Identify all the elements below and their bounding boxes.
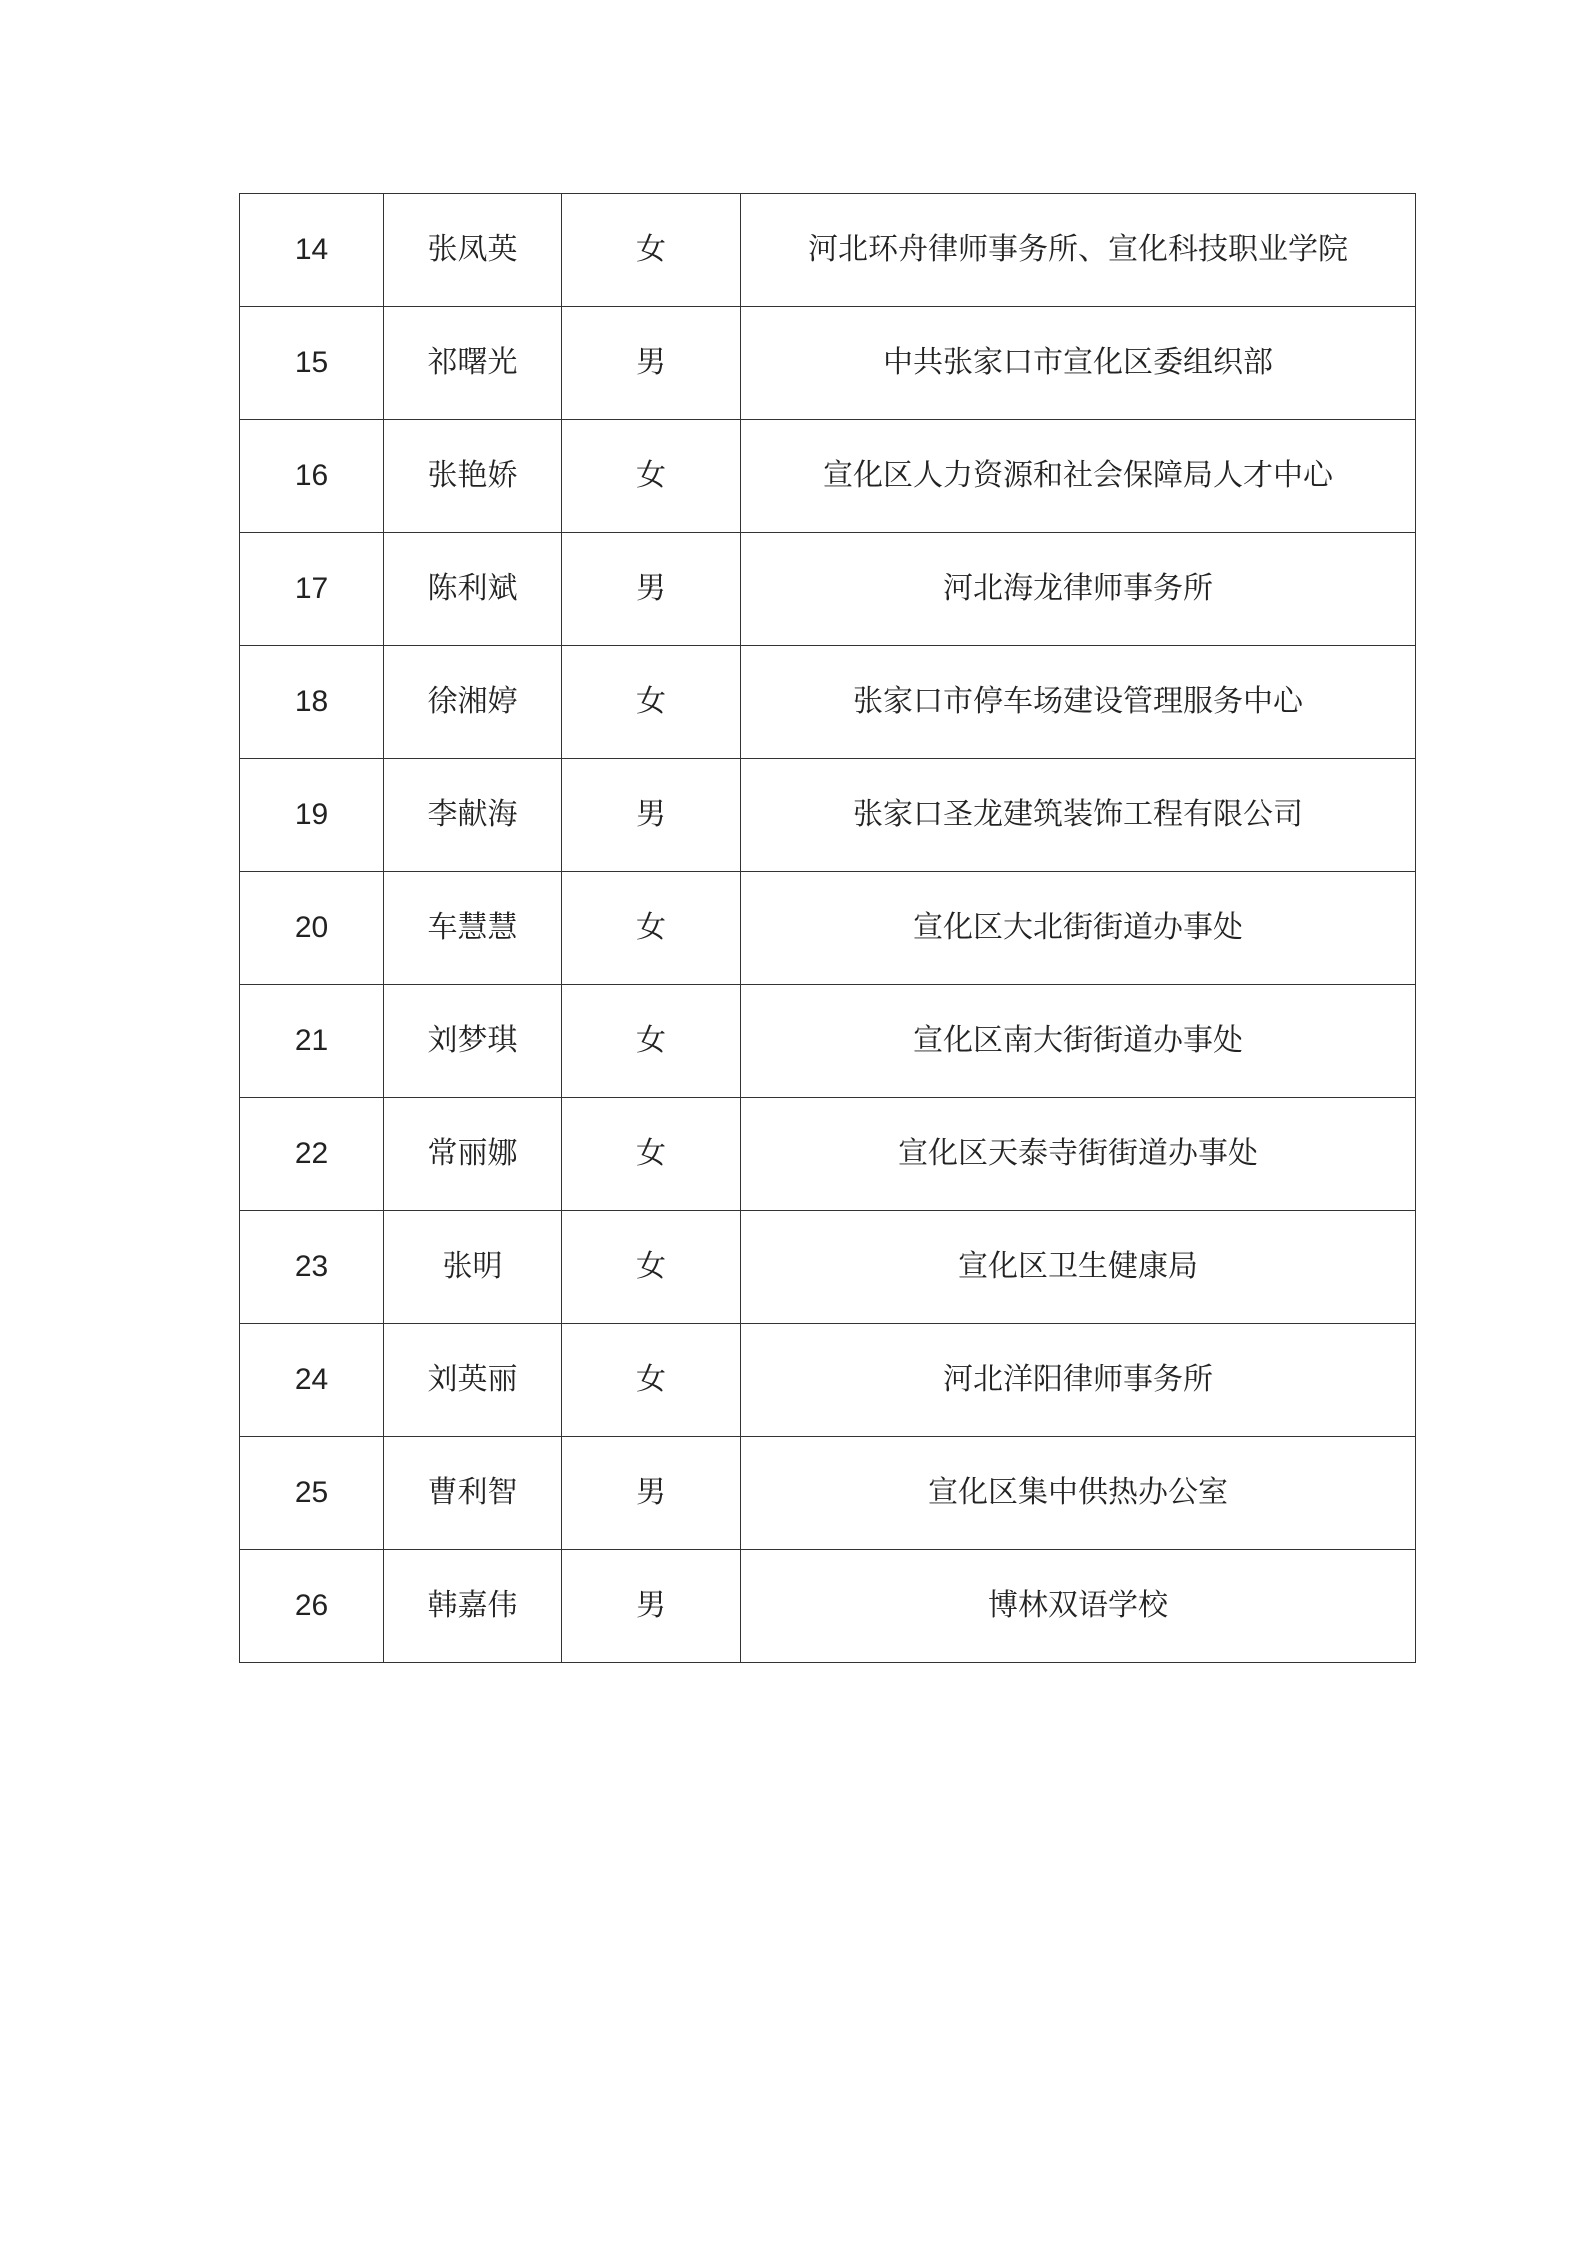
name-cell: 刘梦琪 <box>384 985 562 1098</box>
row-number-cell: 23 <box>240 1211 384 1324</box>
gender-cell: 女 <box>562 1211 741 1324</box>
table-row <box>240 533 1416 646</box>
gender-cell: 女 <box>562 420 741 533</box>
name-cell: 常丽娜 <box>384 1098 562 1211</box>
row-number-cell: 25 <box>240 1437 384 1550</box>
gender-cell: 女 <box>562 872 741 985</box>
table-row <box>240 1324 1416 1437</box>
name-cell: 张艳娇 <box>384 420 562 533</box>
organization-cell: 宣化区南大街街道办事处 <box>741 985 1416 1098</box>
table-row <box>240 307 1416 420</box>
table-row <box>240 1211 1416 1324</box>
row-number-cell: 14 <box>240 194 384 307</box>
name-cell: 陈利斌 <box>384 533 562 646</box>
row-number-cell: 16 <box>240 420 384 533</box>
table-row <box>240 646 1416 759</box>
name-cell: 李献海 <box>384 759 562 872</box>
organization-cell: 张家口市停车场建设管理服务中心 <box>741 646 1416 759</box>
name-cell: 徐湘婷 <box>384 646 562 759</box>
row-number-cell: 20 <box>240 872 384 985</box>
row-number-cell: 19 <box>240 759 384 872</box>
table-row <box>240 1098 1416 1211</box>
row-number-cell: 17 <box>240 533 384 646</box>
organization-cell: 宣化区大北街街道办事处 <box>741 872 1416 985</box>
row-number-cell: 22 <box>240 1098 384 1211</box>
organization-cell: 宣化区天泰寺街街道办事处 <box>741 1098 1416 1211</box>
name-cell: 曹利智 <box>384 1437 562 1550</box>
row-number-cell: 15 <box>240 307 384 420</box>
name-cell: 车慧慧 <box>384 872 562 985</box>
table-row <box>240 1437 1416 1550</box>
gender-cell: 女 <box>562 985 741 1098</box>
gender-cell: 女 <box>562 1098 741 1211</box>
table-row <box>240 1550 1416 1663</box>
row-number-cell: 21 <box>240 985 384 1098</box>
gender-cell: 男 <box>562 759 741 872</box>
name-cell: 张明 <box>384 1211 562 1324</box>
name-cell: 韩嘉伟 <box>384 1550 562 1663</box>
organization-cell: 张家口圣龙建筑装饰工程有限公司 <box>741 759 1416 872</box>
table-row <box>240 420 1416 533</box>
table-row <box>240 759 1416 872</box>
gender-cell: 男 <box>562 307 741 420</box>
organization-cell: 河北环舟律师事务所、宣化科技职业学院 <box>741 194 1416 307</box>
gender-cell: 男 <box>562 533 741 646</box>
name-cell: 刘英丽 <box>384 1324 562 1437</box>
organization-cell: 河北海龙律师事务所 <box>741 533 1416 646</box>
gender-cell: 女 <box>562 646 741 759</box>
name-cell: 祁曙光 <box>384 307 562 420</box>
organization-cell: 宣化区集中供热办公室 <box>741 1437 1416 1550</box>
organization-cell: 博林双语学校 <box>741 1550 1416 1663</box>
organization-cell: 中共张家口市宣化区委组织部 <box>741 307 1416 420</box>
table-row <box>240 194 1416 307</box>
table-row <box>240 872 1416 985</box>
row-number-cell: 24 <box>240 1324 384 1437</box>
gender-cell: 女 <box>562 1324 741 1437</box>
gender-cell: 男 <box>562 1550 741 1663</box>
gender-cell: 女 <box>562 194 741 307</box>
row-number-cell: 18 <box>240 646 384 759</box>
organization-cell: 宣化区人力资源和社会保障局人才中心 <box>741 420 1416 533</box>
table-row <box>240 985 1416 1098</box>
gender-cell: 男 <box>562 1437 741 1550</box>
roster-table <box>239 193 1416 1663</box>
roster-table-body <box>240 194 1416 1663</box>
organization-cell: 河北洋阳律师事务所 <box>741 1324 1416 1437</box>
row-number-cell: 26 <box>240 1550 384 1663</box>
organization-cell: 宣化区卫生健康局 <box>741 1211 1416 1324</box>
name-cell: 张凤英 <box>384 194 562 307</box>
